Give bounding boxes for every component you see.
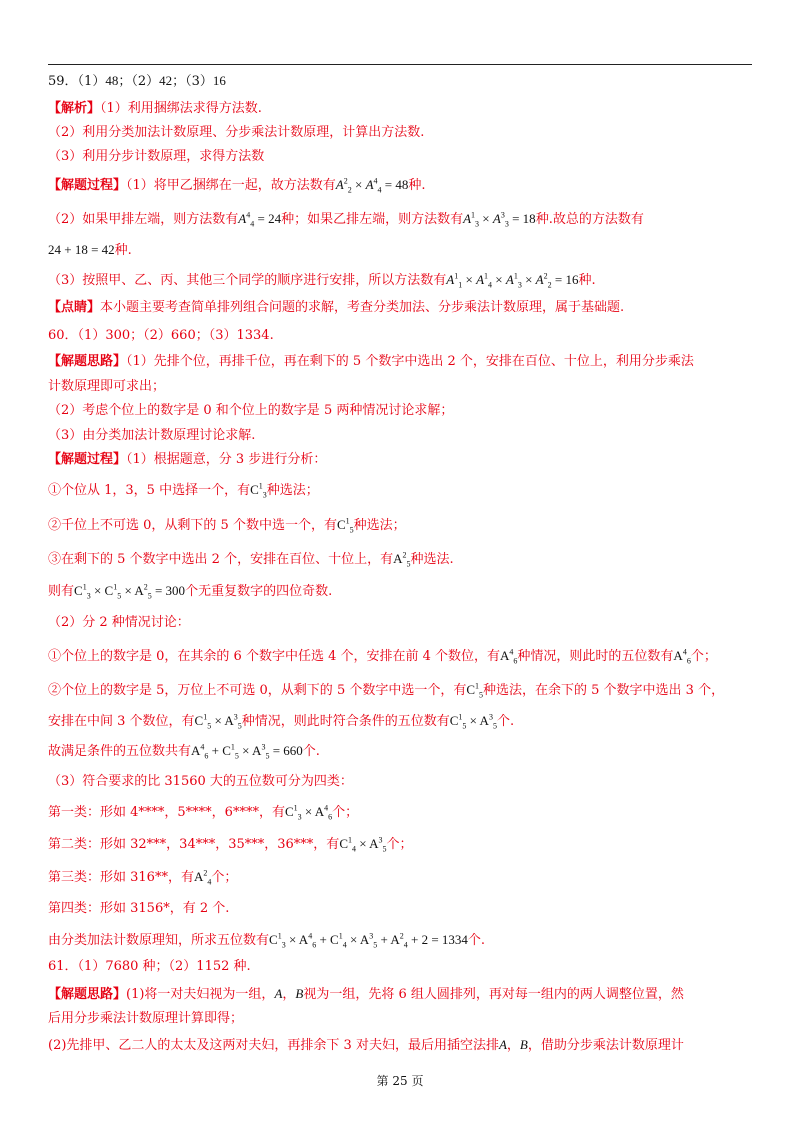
math-expression: $C^1_5 \times A^3_5$ xyxy=(449,712,497,731)
text-segment: （2）利用分类加法计数原理、分步乘法计数原理，计算出方法数. xyxy=(48,125,425,140)
text-segment: 则有 xyxy=(48,584,75,599)
text-segment: 种选法，在余下的 5 个数字中选出 3 个， xyxy=(483,683,725,698)
text-segment: （3）符合要求的比 31560 大的五位数可分为四类： xyxy=(48,774,353,789)
text-segment: ②个位上的数字是 5，万位上不可选 0，从剩下的 5 个数字中选一个，有 xyxy=(48,683,467,698)
text-segment: 第三类：形如 316**，有 xyxy=(48,870,194,885)
math-expression: $A^4_4 = 24$ xyxy=(238,210,282,229)
text-segment: 个. xyxy=(302,744,320,759)
text-segment: 由分类加法计数原理知，所求五位数有 xyxy=(48,933,270,948)
text-segment: 种. xyxy=(114,243,132,258)
text-segment: （1）利用捆绑法求得方法数. xyxy=(100,101,262,116)
text-segment: ①个位上的数字是 0，在其余的 6 个数字中任选 4 个，安排在前 4 个数位，有 xyxy=(48,649,501,664)
text-line xyxy=(48,803,358,822)
text-segment: ， xyxy=(282,987,296,1002)
text-line xyxy=(48,271,596,290)
text-segment: 后用分步乘法计数原理计算即得； xyxy=(48,1011,244,1026)
text-segment: 个； xyxy=(332,805,359,820)
text-line xyxy=(48,958,251,976)
text-line xyxy=(48,900,229,918)
text-segment: 第四类：形如 3156*，有 2 个. xyxy=(48,901,230,916)
text-segment: 48 xyxy=(105,73,119,88)
text-line xyxy=(48,451,326,469)
math-expression: $C^1_3 \times A^4_6$ xyxy=(284,803,333,822)
text-segment: 第一类：形如 4****，5****，6****，有 xyxy=(48,805,285,820)
text-segment: （1）根据题意，分 3 步进行分析： xyxy=(126,452,327,467)
text-line xyxy=(48,481,319,500)
text-line xyxy=(48,1010,243,1028)
text-segment: ③在剩下的 5 个数字中选出 2 个，安排在百位、十位上，有 xyxy=(48,552,394,567)
text-line xyxy=(48,124,424,142)
section-label: 【解题思路】 xyxy=(48,354,127,369)
text-segment: 16 xyxy=(212,73,226,88)
math-expression: $C^1_5$ xyxy=(466,681,484,700)
text-segment: ②千位上不可选 0，从剩下的 5 个数中选一个，有 xyxy=(48,518,337,533)
text-segment: （1）将甲乙捆绑在一起，故方法数有 xyxy=(126,178,336,193)
header-rule xyxy=(48,64,752,65)
text-line xyxy=(48,427,255,445)
text-segment: 种. xyxy=(578,273,596,288)
text-segment: 个； xyxy=(211,870,238,885)
text-line xyxy=(48,299,624,317)
text-line xyxy=(48,773,353,791)
text-segment: (1)将一对夫妇视为一组， xyxy=(126,987,275,1002)
text-line xyxy=(48,353,694,371)
text-segment: 种情况，则此时的五位数有 xyxy=(517,649,674,664)
text-segment: (2)先排甲、乙二人的太太及这两对夫妇，再排余下 3 对夫妇，最后用插空法排 xyxy=(48,1038,499,1053)
section-label: 【点睛】 xyxy=(48,300,101,315)
text-line xyxy=(48,868,237,887)
text-line xyxy=(48,550,454,569)
text-segment: 个无重复数字的四位奇数. xyxy=(185,584,333,599)
math-expression: $A^2_5$ xyxy=(393,550,411,569)
math-expression: $A^1_3 \times A^3_3 = 18$ xyxy=(463,210,536,229)
text-line xyxy=(48,402,453,420)
text-segment: （2）考虑个位上的数字是 0 和个位上的数字是 5 两种情况讨论求解； xyxy=(48,403,454,418)
text-line xyxy=(48,742,320,761)
text-line xyxy=(48,241,132,260)
text-line xyxy=(48,647,717,666)
text-segment: 计数原理即可求出； xyxy=(48,379,166,394)
text-segment: 种选法； xyxy=(266,483,319,498)
math-expression: $A^1_1 \times A^1_4 \times A^1_3 \times A^2_2 = 16$ xyxy=(446,271,579,290)
math-expression: B xyxy=(295,986,304,1001)
text-segment: 个. xyxy=(467,933,486,948)
text-segment: （3）按照甲、乙、丙、其他三个同学的顺序进行安排，所以方法数有 xyxy=(48,273,447,288)
math-expression: $A^2_2 \times A^4_4 = 48$ xyxy=(335,176,409,195)
text-segment: 种选法. xyxy=(410,552,454,567)
text-line xyxy=(48,176,426,195)
text-segment: 种.故总的方法数有 xyxy=(535,212,644,227)
section-label: 【解析】 xyxy=(48,101,101,116)
text-segment: 第二类：形如 32***，34***，35***，36***，有 xyxy=(48,837,340,852)
math-expression: 24 + 18 = 42 xyxy=(48,242,115,257)
text-segment: 安排在中间 3 个数位，有 xyxy=(48,714,195,729)
math-expression: $A^4_6 + C^1_5 \times A^3_5 = 660$ xyxy=(191,742,303,761)
text-segment: 故满足条件的五位数共有 xyxy=(48,744,192,759)
text-segment: ；（3） xyxy=(172,74,213,89)
text-segment: 种；如果乙排左端，则方法数有 xyxy=(281,212,464,227)
text-line xyxy=(48,100,262,118)
section-label: 【解题过程】 xyxy=(48,178,127,193)
math-expression: $A^2_4$ xyxy=(193,868,212,887)
math-expression: $A^4_6$ xyxy=(500,647,518,666)
text-segment: 种情况，则此时符合条件的五位数有 xyxy=(241,714,450,729)
text-segment: （2）分 2 种情况讨论： xyxy=(48,615,190,630)
text-line xyxy=(48,72,226,91)
math-expression: A xyxy=(498,1037,507,1052)
text-segment: ①个位从 1，3，5 中选择一个，有 xyxy=(48,483,251,498)
text-line xyxy=(48,712,514,731)
text-line xyxy=(48,835,413,854)
math-expression: $C^1_5 \times A^3_5$ xyxy=(194,712,242,731)
math-expression: $C^1_3 \times C^1_5 \times A^2_5 = 300$ xyxy=(74,582,186,601)
text-line xyxy=(48,210,644,229)
text-line xyxy=(48,148,264,166)
text-line xyxy=(48,327,274,345)
text-line xyxy=(48,582,332,601)
math-expression: $C^1_3$ xyxy=(250,481,267,500)
text-line xyxy=(48,1036,684,1055)
text-line xyxy=(48,681,724,700)
text-segment: 61．（1）7680 种；（2）1152 种. xyxy=(48,959,251,974)
text-segment: 视为一组，先将 6 组人圆排列，再对每一组内的两人调整位置，然 xyxy=(303,987,684,1002)
text-segment: （2）如果甲排左端，则方法数有 xyxy=(48,212,239,227)
text-segment: 42 xyxy=(159,73,173,88)
math-expression: $C^1_4 \times A^3_5$ xyxy=(339,835,387,854)
text-segment: ，借助分步乘法计数原理计 xyxy=(527,1038,684,1053)
page-number: 第 25 页 xyxy=(376,1074,424,1088)
text-segment: 本小题主要考查简单排列组合问题的求解，考查分类加法、分步乘法计数原理，属于基础题. xyxy=(100,300,625,315)
math-expression: B xyxy=(519,1037,528,1052)
math-expression: $C^1_3 \times A^4_6 + C^1_4 \times A^3_5 + A^2_4 + 2 = 1334$ xyxy=(269,931,468,950)
text-line xyxy=(48,985,684,1004)
text-segment: ， xyxy=(506,1038,520,1053)
text-line xyxy=(48,378,165,396)
section-label: 【解题思路】 xyxy=(48,987,127,1002)
math-expression: A xyxy=(274,986,283,1001)
text-segment: 种选法； xyxy=(353,518,406,533)
text-segment: 个； xyxy=(690,649,717,664)
text-segment: ；（2） xyxy=(118,74,160,89)
math-expression: $C^1_5$ xyxy=(336,516,354,535)
math-expression: $A^4_6$ xyxy=(673,647,691,666)
text-segment: （3）由分类加法计数原理讨论求解. xyxy=(48,428,256,443)
text-segment: 个. xyxy=(496,714,515,729)
text-segment: 种. xyxy=(408,178,426,193)
text-segment: 59．（1） xyxy=(48,74,106,89)
text-segment: 个； xyxy=(386,837,413,852)
text-line xyxy=(48,931,485,950)
text-segment: 60．（1）300；（2）660；（3）1334. xyxy=(48,328,274,343)
section-label: 【解题过程】 xyxy=(48,452,127,467)
text-segment: （3）利用分步计数原理，求得方法数 xyxy=(48,149,265,164)
text-line xyxy=(48,516,406,535)
text-line xyxy=(48,614,190,632)
text-segment: （1）先排个位，再排千位，再在剩下的 5 个数字中选出 2 个，安排在百位、十位上，利用分步乘法 xyxy=(126,354,694,369)
